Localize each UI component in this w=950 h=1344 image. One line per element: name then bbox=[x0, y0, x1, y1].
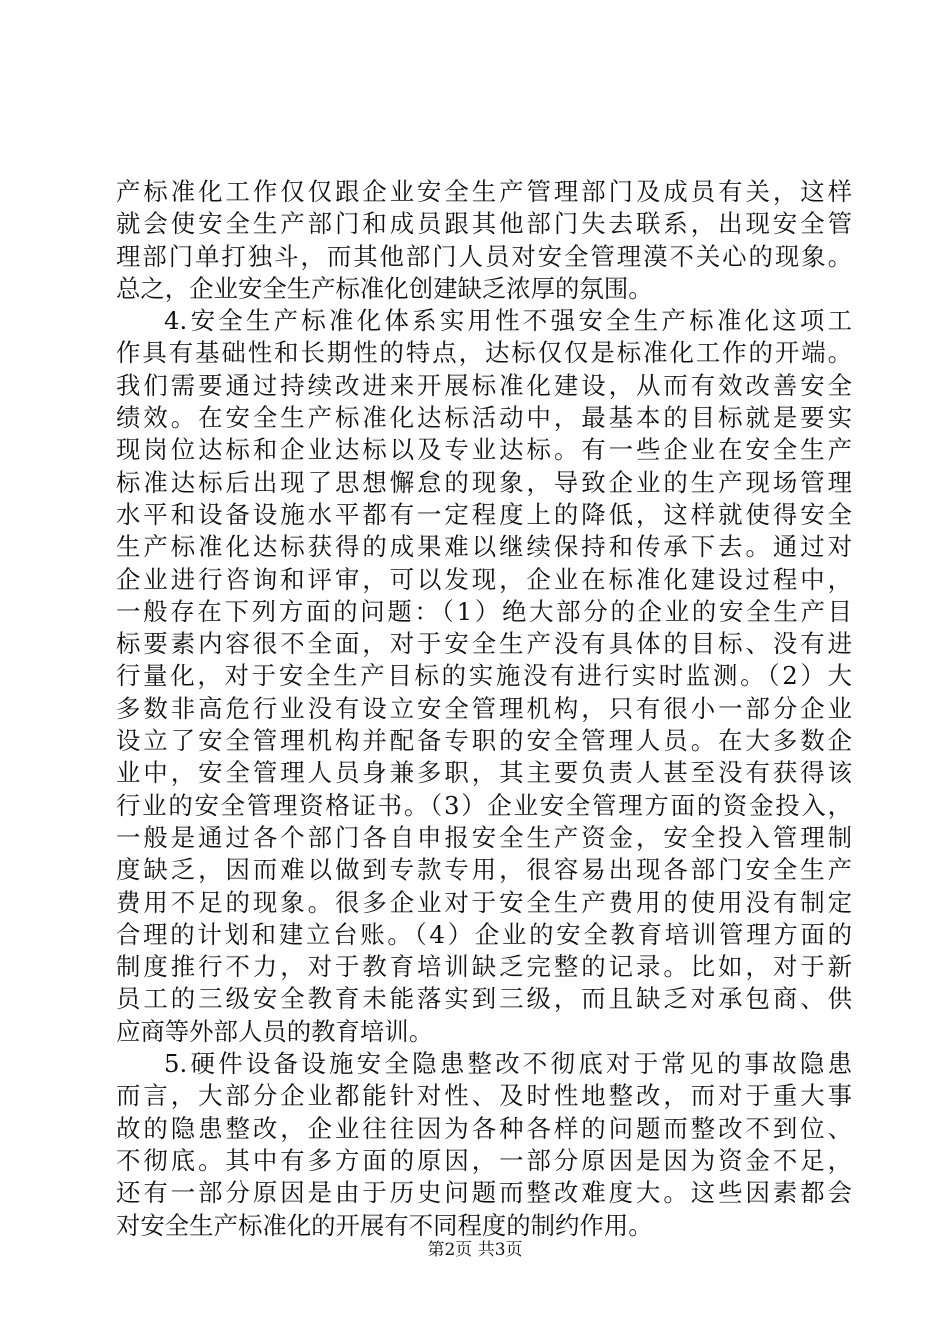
text-line: 标要素内容很不全面，对于安全生产没有具体的目标、没有进 bbox=[116, 629, 852, 659]
text-line: 度缺乏，因而难以做到专款专用，很容易出现各部门安全生产 bbox=[116, 855, 852, 885]
text-line: 标准达标后出现了思想懈怠的现象，导致企业的生产现场管理 bbox=[116, 467, 852, 497]
text-line: 水平和设备设施水平都有一定程度上的降低，这样就使得安全 bbox=[116, 499, 852, 529]
text-line: 合理的计划和建立台账。（4）企业的安全教育培训管理方面的 bbox=[116, 919, 852, 949]
page-footer: 第2页 共3页 bbox=[427, 1240, 523, 1260]
text-line: 设立了安全管理机构并配备专职的安全管理人员。在大多数企 bbox=[116, 726, 852, 756]
text-line: 一般存在下列方面的问题：（1）绝大部分的企业的安全生产目 bbox=[116, 596, 852, 626]
text-line: 故的隐患整改，企业往往因为各种各样的问题而整改不到位、 bbox=[116, 1113, 852, 1143]
text-line: 费用不足的现象。很多企业对于安全生产费用的使用没有制定 bbox=[116, 887, 852, 917]
text-line: 就会使安全生产部门和成员跟其他部门失去联系，出现安全管 bbox=[116, 209, 852, 239]
text-line: 5.硬件设备设施安全隐患整改不彻底对于常见的事故隐患 bbox=[164, 1049, 852, 1079]
text-line: 行业的安全管理资格证书。（3）企业安全管理方面的资金投入， bbox=[116, 790, 852, 820]
body-text bbox=[116, 176, 852, 1242]
text-line: 作具有基础性和长期性的特点，达标仅仅是标准化工作的开端。 bbox=[116, 338, 852, 368]
text-line: 制度推行不力，对于教育培训缺乏完整的记录。比如，对于新 bbox=[116, 952, 852, 982]
text-line: 员工的三级安全教育未能落实到三级，而且缺乏对承包商、供 bbox=[116, 984, 852, 1014]
text-line: 还有一部分原因是由于历史问题而整改难度大。这些因素都会 bbox=[116, 1178, 852, 1208]
text-line: 绩效。在安全生产标准化达标活动中，最基本的目标就是要实 bbox=[116, 403, 852, 433]
text-line: 一般是通过各个部门各自申报安全生产资金，安全投入管理制 bbox=[116, 822, 852, 852]
text-line: 应商等外部人员的教育培训。 bbox=[116, 1016, 434, 1046]
text-line: 生产标准化达标获得的成果难以继续保持和传承下去。通过对 bbox=[116, 532, 852, 562]
text-line: 行量化，对于安全生产目标的实施没有进行实时监测。（2）大 bbox=[116, 661, 852, 691]
text-line: 产标准化工作仅仅跟企业安全生产管理部门及成员有关，这样 bbox=[116, 177, 852, 206]
text-line: 总之，企业安全生产标准化创建缺乏浓厚的氛围。 bbox=[116, 273, 653, 303]
text-line: 企业进行咨询和评审，可以发现，企业在标准化建设过程中， bbox=[116, 564, 852, 594]
text-line: 不彻底。其中有多方面的原因，一部分原因是因为资金不足， bbox=[116, 1145, 852, 1175]
text-line: 而言，大部分企业都能针对性、及时性地整改，而对于重大事 bbox=[116, 1081, 852, 1111]
text-line: 理部门单打独斗，而其他部门人员对安全管理漠不关心的现象。 bbox=[116, 241, 852, 271]
text-line: 业中，安全管理人员身兼多职，其主要负责人甚至没有获得该 bbox=[116, 758, 852, 788]
text-line: 现岗位达标和企业达标以及专业达标。有一些企业在安全生产 bbox=[116, 435, 852, 465]
text-line: 多数非高危行业没有设立安全管理机构，只有很小一部分企业 bbox=[116, 693, 852, 723]
text-line: 我们需要通过持续改进来开展标准化建设，从而有效改善安全 bbox=[116, 370, 852, 400]
text-line: 对安全生产标准化的开展有不同程度的制约作用。 bbox=[116, 1210, 653, 1240]
text-line: 4.安全生产标准化体系实用性不强安全生产标准化这项工 bbox=[164, 306, 852, 336]
